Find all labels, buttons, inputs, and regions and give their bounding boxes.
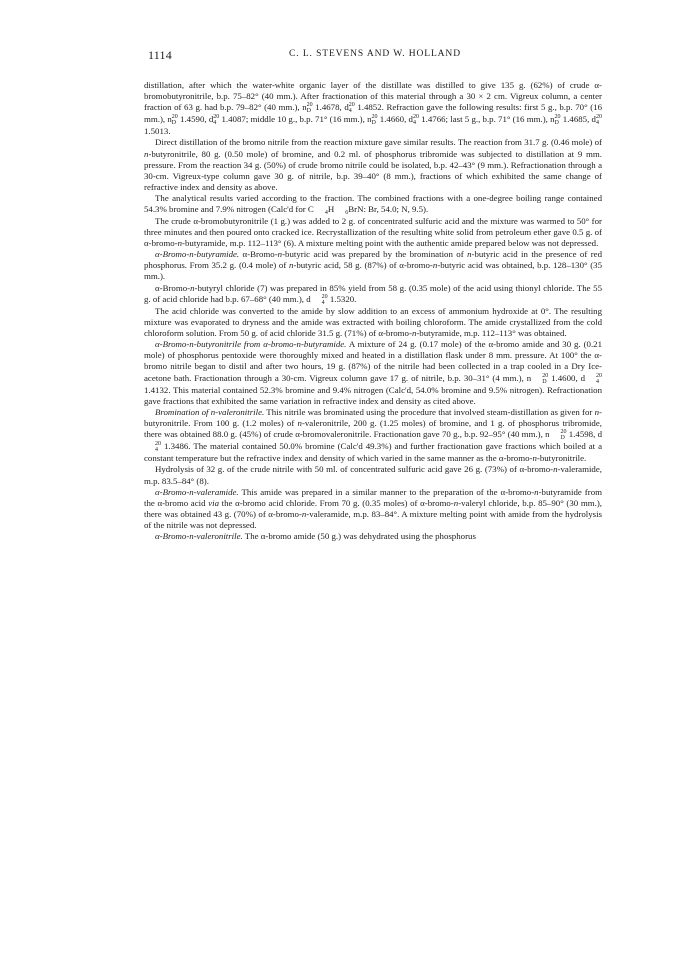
sub-sup (349, 102, 355, 114)
superscript: 20 (155, 441, 161, 448)
sub-sup (555, 114, 561, 126)
running-head: C. L. STEVENS AND W. HOLLAND (289, 49, 461, 59)
sub-sup (585, 373, 602, 385)
superscript: 20 (542, 372, 549, 379)
text-run: -valeronitrile, 200 g. (1.25 moles) of bromine, and 1 g. of phosphorus tribromide, there was obtained 88.0 g. (45%) of crude α-bromovaleronitrile. Fractionation gave 70 g., b.p. 92–95° (40 mm.), n (144, 418, 602, 440)
text-run: distillation, after which the water-white organic layer of the distillate was distilled to give 135 g. (62%) of crude α-bromobutyronitrile, b.p. 75–82° (40 mm.). After fractionation of this material through a 30 × 2 cm. Vigreux column, a center fraction of 63 g. had b.p. 79–82° (40 mm.), n (144, 80, 602, 113)
text-run: -butyronitrile. (536, 453, 587, 464)
text-run: 1.4766; last 5 g., b.p. 71° (16 mm.), n (418, 114, 555, 125)
sub-sup (172, 114, 178, 126)
text-run: The analytical results varied according to the fraction. The combined fractions with a one-degree boiling range contained 54.3% bromine and 7.9% nitrogen (Calc'd for C (144, 193, 602, 215)
italic-run: α-Bromo-n-butyramide. (155, 249, 240, 260)
sub-sup (144, 441, 161, 453)
article-body (144, 80, 602, 542)
subscript: D (554, 120, 559, 127)
italic-run: α-Bromo-n-valeramide. (155, 486, 239, 497)
italic-run: n (277, 249, 283, 260)
italic-run: n (553, 464, 558, 475)
text-run: the α-bromo acid chloride. From 70 g. (0.35 moles) of α-bromo- (219, 497, 454, 508)
italic-run: n (288, 260, 294, 271)
text-run: The acid chloride was converted to the amide by slow addition to an excess of ammonium hydroxide at 0°. The resulting mixture was evaporated to dryness and the amide was extracted with boiling chloroform. The amide crystallized from the cold chloroform solution. From 50 g. of acid chloride 31.5 g. (71%) of α-bromo- (144, 305, 602, 338)
text-run: -butyramide from the α-bromo acid (144, 486, 602, 508)
paragraph (144, 464, 602, 486)
italic-run: α-Bromo-n-valeronitrile. (155, 531, 243, 542)
subscript: D (171, 120, 177, 127)
italic-run: n (411, 327, 417, 338)
page-header (148, 48, 602, 64)
text-run: -valeramide, m.p. 83.5–84° (8). (144, 464, 602, 486)
subscript: 4 (595, 120, 599, 127)
subscript: D (306, 108, 311, 115)
superscript: 20 (412, 114, 419, 121)
subscript: 4 (213, 120, 217, 127)
superscript: 20 (171, 114, 178, 121)
sub-sup (531, 373, 548, 385)
italic-run: n (301, 509, 307, 519)
text-run: BrN: Br, 54.0; N, 9.5). (348, 204, 429, 215)
text-run: -butyronitrile, 80 g. (0.50 mole) of bromine, and 0.2 ml. of phosphorus tribromide was subjected to distillation at 9 mm. pressure. From the reaction 34 g. (50%) of crude bromo nitrile could be isolated, b.p. 42–43° (9 mm.). Refractionation through a 30-cm. Vigreux-type column gave 30 g. of nitrile, b.p. 39–40° (8 mm.), fractions of which exhibited the same change of refractive index and density as above. (144, 148, 602, 193)
superscript: 20 (560, 429, 567, 436)
subscript: 6 (345, 210, 349, 217)
text-run: α-Bromo- (155, 282, 191, 293)
superscript: 20 (321, 293, 328, 300)
subscript: 4 (155, 447, 158, 454)
text-run: -valeramide, m.p. 83–84°. A mixture melting point with amide from the hydrolysis of the nitrile was not depressed. (144, 509, 602, 531)
subscript: 4 (596, 378, 600, 385)
sub-sup (372, 114, 378, 126)
text-run: 1.5320. (327, 293, 357, 304)
subscript: 4 (324, 210, 328, 217)
text-run: 1.4590, d (177, 114, 214, 125)
text-run: -butyryl chloride (7) was prepared in 85% yield from 58 g. (0.35 mole) of the acid using thionyl chloride. The 55 g. of acid chloride had b.p. 67–68° (40 mm.), d (144, 282, 602, 304)
text-run: -butyramide, m.p. 112–113° (6). A mixture melting point with the authentic amide prepared below was not depressed. (182, 237, 599, 248)
italic-run: n (532, 453, 537, 464)
text-run: A mixture of 24 g. (0.17 mole) of the α-bromo amide and 30 g. (0.21 mole) of phosphorus pentoxide were thoroughly mixed and heated in a distillation flask under 8 mm. pressure. At 100° the α-bromo nitrile began to distil and after two hours, 19 g. (87%) of the nitrile had been collected in a trap cooled in a Dry Ice-acetone bath. Fractionation through a 30-cm. Vigreux column gave 17 g. of nitrile, b.p. 30–31° (4 mm.), n (144, 339, 602, 383)
superscript: 20 (371, 114, 378, 121)
paragraph (144, 283, 602, 306)
text-run: H (327, 204, 335, 215)
italic-run: n (144, 148, 149, 159)
paragraph (144, 531, 602, 542)
text-run: 1.4598, d (566, 429, 602, 440)
italic-run: n (432, 260, 438, 271)
text-run: -butyric acid in the presence of red phosphorus. From 35.2 g. (0.4 mole) of (144, 249, 603, 271)
paragraph (144, 306, 602, 339)
sub-sup (314, 207, 328, 217)
superscript: 20 (554, 114, 561, 121)
italic-run: n (190, 282, 195, 293)
text-run: The α-bromo amide (50 g.) was dehydrated using the phosphorus (242, 531, 476, 542)
subscript: 4 (321, 299, 325, 306)
subscript: 4 (348, 108, 352, 115)
paragraph (144, 487, 602, 532)
text-run: Direct distillation of the bromo nitrile from the reaction mixture gave similar results. The reaction from 31.7 g. (0.46 mole) of (155, 137, 602, 148)
text-run: 1.4685, d (560, 114, 596, 125)
subscript: D (542, 378, 547, 385)
sub-sup (550, 429, 567, 441)
italic-run: n (297, 418, 302, 429)
paragraph (144, 249, 602, 282)
text-run: The crude α-bromobutyronitrile (1 g.) was added to 2 g. of concentrated sulfuric acid and the mixture was warmed to 50° for three minutes and then poured onto cracked ice. Recrystallization of the resulting white solid from petroleum ether gave 0.5 g. of α-bromo- (144, 215, 602, 248)
text-run: -butyronitrile. From 100 g. (1.2 moles) of (144, 406, 602, 429)
text-run: 1.5013. (144, 126, 171, 137)
sub-sup (307, 102, 313, 114)
text-run: -butyric acid was prepared by the bromination of (282, 249, 468, 260)
sub-sup (596, 114, 602, 126)
paragraph (144, 407, 602, 464)
text-run: -valeryl chloride, b.p. 85–90° (30 mm.), there was obtained 43 g. (70%) of α-bromo- (144, 497, 602, 519)
subscript: D (560, 435, 565, 442)
superscript: 20 (595, 114, 602, 121)
superscript: 20 (306, 102, 313, 109)
text-run: This nitrile was brominated using the procedure that involved steam-distillation as given for (264, 406, 595, 417)
text-run: 1.4678, d (312, 102, 349, 113)
italic-run: n (594, 406, 600, 417)
text-run: 1.4087; middle 10 g., b.p. 71° (16 mm.), n (219, 114, 372, 125)
superscript: 20 (596, 372, 603, 379)
text-run: 1.4660, d (377, 114, 413, 125)
text-run: This amide was prepared in a similar manner to the preparation of the α-bromo- (238, 486, 535, 497)
italic-run: n (467, 249, 472, 260)
sub-sup (413, 114, 419, 126)
sub-sup (213, 114, 219, 126)
italic-run: α-Bromo-n-butyronitrile from α-bromo-n-butyramide. (155, 339, 347, 350)
text-run: -butyramide, m.p. 112–113° was obtained. (416, 327, 567, 338)
paragraph (144, 80, 602, 137)
sub-sup (334, 207, 349, 217)
sub-sup (311, 294, 328, 306)
text-run: 1.4600, d (548, 372, 586, 383)
superscript: 20 (213, 114, 220, 121)
page-number: 1114 (148, 48, 172, 62)
paragraph (144, 216, 602, 249)
paragraph (144, 339, 602, 407)
italic-run: n (177, 237, 183, 248)
subscript: D (371, 120, 376, 127)
paragraph (144, 193, 602, 215)
text-run: Hydrolysis of 32 g. of the crude nitrile with 50 ml. of concentrated sulfuric acid gave 26 g. (73%) of α-bromo- (155, 464, 554, 475)
text-run: -butyric acid was obtained, b.p. 128–130° (35 mm.). (144, 260, 603, 282)
text-run: 1.4852. Refraction gave the following results: first 5 g., b.p. 70° (16 mm.), n (144, 102, 602, 125)
italic-run: via (208, 497, 219, 508)
text-run: 1.4132. This material contained 52.3% bromine and 9.4% nitrogen (Calc'd, 54.0% bromine and 9.5% nitrogen). Refractionation gave fractions that exhibited the same variation in refractive index and density as cited above. (144, 384, 602, 406)
text-run: -butyric acid, 58 g. (87%) of α-bromo- (293, 260, 433, 271)
superscript: 20 (348, 102, 355, 109)
paragraph (144, 137, 602, 193)
text-run: α-Bromo- (239, 249, 278, 260)
italic-run: Bromination of n-valeronitrile. (155, 406, 265, 417)
text-run: 1.3486. The material contained 50.0% bromine (Calc'd 49.3%) and further fractionation gave fractions which boiled at a constant temperature but the refractive index and density of which varied in the same manner as the α-bromo- (144, 441, 602, 464)
italic-run: n (453, 497, 459, 508)
subscript: 4 (412, 120, 416, 127)
italic-run: n (534, 486, 539, 497)
